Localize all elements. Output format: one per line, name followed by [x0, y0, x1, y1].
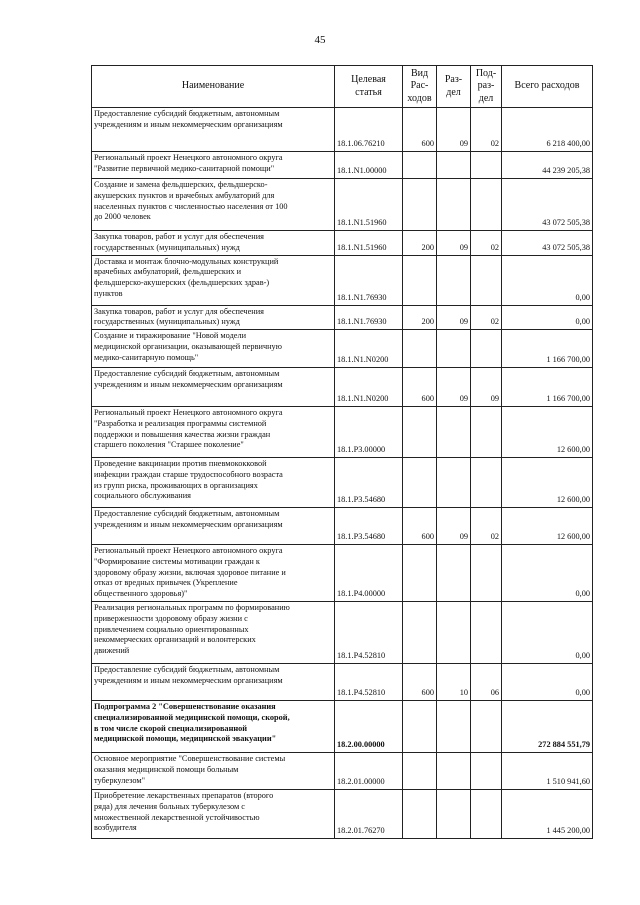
cell-target: 18.1.N1.00000: [335, 152, 403, 179]
cell-type: 600: [403, 368, 437, 407]
cell-type: [403, 255, 437, 305]
col-subsection-header: Под- раз- дел: [471, 66, 502, 108]
cell-total: 12 600,00: [502, 458, 593, 508]
table-row: [92, 790, 593, 839]
col-total-header: Всего расходов: [502, 66, 593, 108]
cell-subsection: [471, 545, 502, 602]
cell-section: [437, 602, 471, 664]
cell-subsection: [471, 790, 502, 839]
cell-section: 09: [437, 231, 471, 256]
cell-subsection: [471, 330, 502, 368]
cell-total: 0,00: [502, 305, 593, 330]
cell-total: 272 884 551,79: [502, 701, 593, 753]
table-row: [92, 508, 593, 545]
cell-name: Закупка товаров, работ и услуг для обеспечения государственных (муниципальных) нужд: [92, 231, 335, 256]
cell-type: [403, 545, 437, 602]
cell-target: 18.1.P3.00000: [335, 407, 403, 458]
cell-section: 09: [437, 305, 471, 330]
cell-name: Предоставление субсидий бюджетным, автономным учреждениям и иным некоммерческим организациям: [92, 368, 335, 407]
cell-section: [437, 701, 471, 753]
table-row: [92, 152, 593, 179]
cell-subsection: 02: [471, 108, 502, 152]
cell-name: Реализация региональных программ по формированию приверженности здоровому образу жизни с привлечением социально ориентированных некоммерческих организаций и волонтерских движений: [92, 602, 335, 664]
cell-target: 18.1.P4.00000: [335, 545, 403, 602]
cell-name: Создание и замена фельдшерских, фельдшерско- акушерских пунктов и врачебных амбулаторий для населенных пунктов с численностью населения от 100 до 2000 человек: [92, 179, 335, 231]
cell-name: Приобретение лекарственных препаратов (второго ряда) для лечения больных туберкулезом с множественной лекарственной устойчивостью возбудителя: [92, 790, 335, 839]
cell-type: [403, 790, 437, 839]
cell-name: Региональный проект Ненецкого автономного округа "Формирование системы мотивации граждан к здоровому образу жизни, включая здоровое питание и отказ от вредных привычек (Укрепление общественного здоровья)": [92, 545, 335, 602]
cell-name: Региональный проект Ненецкого автономного округа "Разработка и реализация программы системной поддержки и повышения качества жизни граждан старшего поколения "Старшее поколение": [92, 407, 335, 458]
table-row: [92, 108, 593, 152]
cell-type: [403, 701, 437, 753]
cell-subsection: 02: [471, 231, 502, 256]
cell-total: 12 600,00: [502, 407, 593, 458]
cell-total: 1 510 941,60: [502, 753, 593, 790]
cell-total: 1 166 700,00: [502, 330, 593, 368]
cell-section: [437, 330, 471, 368]
cell-subsection: [471, 753, 502, 790]
table-row: [92, 701, 593, 753]
cell-total: 1 166 700,00: [502, 368, 593, 407]
cell-section: 09: [437, 508, 471, 545]
cell-total: 12 600,00: [502, 508, 593, 545]
cell-subsection: [471, 255, 502, 305]
cell-subsection: [471, 602, 502, 664]
col-name-header: Наименование: [92, 66, 335, 108]
cell-section: [437, 753, 471, 790]
cell-target: 18.1.P3.54680: [335, 508, 403, 545]
cell-type: 200: [403, 305, 437, 330]
cell-subsection: [471, 407, 502, 458]
cell-section: [437, 790, 471, 839]
table-row: [92, 602, 593, 664]
cell-type: [403, 152, 437, 179]
cell-subsection: 02: [471, 508, 502, 545]
cell-name: Доставка и монтаж блочно-модульных конструкций врачебных амбулаторий, фельдшерских и фельдшерско-акушерских (фельдшерских здрав-) пунктов: [92, 255, 335, 305]
table-row: [92, 753, 593, 790]
budget-table: [91, 65, 593, 839]
cell-section: 09: [437, 368, 471, 407]
cell-section: [437, 545, 471, 602]
table-row: [92, 664, 593, 701]
cell-type: [403, 330, 437, 368]
table-row: [92, 255, 593, 305]
cell-total: 0,00: [502, 664, 593, 701]
cell-subsection: 02: [471, 305, 502, 330]
cell-name: Закупка товаров, работ и услуг для обеспечения государственных (муниципальных) нужд: [92, 305, 335, 330]
cell-target: 18.2.01.00000: [335, 753, 403, 790]
col-section-header: Раз- дел: [437, 66, 471, 108]
cell-section: 10: [437, 664, 471, 701]
cell-target: 18.1.N1.N0200: [335, 330, 403, 368]
col-target-header: Целевая статья: [335, 66, 403, 108]
cell-total: 44 239 205,38: [502, 152, 593, 179]
cell-target: 18.2.01.76270: [335, 790, 403, 839]
cell-type: [403, 407, 437, 458]
cell-target: 18.1.N1.51960: [335, 231, 403, 256]
cell-section: 09: [437, 108, 471, 152]
cell-type: 600: [403, 508, 437, 545]
cell-total: 0,00: [502, 255, 593, 305]
cell-section: [437, 407, 471, 458]
cell-name: Создание и тиражирование "Новой модели медицинской организации, оказывающей первичную медико-санитарную помощь": [92, 330, 335, 368]
cell-type: [403, 179, 437, 231]
cell-total: 43 072 505,38: [502, 231, 593, 256]
cell-target: 18.1.P3.54680: [335, 458, 403, 508]
table-row: [92, 368, 593, 407]
cell-target: 18.1.N1.76930: [335, 305, 403, 330]
table-row: [92, 407, 593, 458]
col-type-header: Вид Рас- ходов: [403, 66, 437, 108]
cell-section: [437, 152, 471, 179]
cell-name: Региональный проект Ненецкого автономного округа "Развитие первичной медико-санитарной помощи": [92, 152, 335, 179]
cell-type: [403, 753, 437, 790]
table-row: [92, 330, 593, 368]
cell-target: 18.1.N1.N0200: [335, 368, 403, 407]
table-row: [92, 458, 593, 508]
cell-type: 200: [403, 231, 437, 256]
cell-subsection: [471, 152, 502, 179]
cell-total: 43 072 505,38: [502, 179, 593, 231]
cell-name: Предоставление субсидий бюджетным, автономным учреждениям и иным некоммерческим организациям: [92, 508, 335, 545]
cell-target: 18.1.P4.52810: [335, 664, 403, 701]
cell-type: [403, 602, 437, 664]
cell-subsection: 06: [471, 664, 502, 701]
cell-name: Основное мероприятие "Совершенствование системы оказания медицинской помощи больным туберкулезом": [92, 753, 335, 790]
cell-target: 18.1.P4.52810: [335, 602, 403, 664]
cell-section: [437, 179, 471, 231]
cell-target: 18.1.N1.76930: [335, 255, 403, 305]
cell-target: 18.2.00.00000: [335, 701, 403, 753]
cell-type: 600: [403, 108, 437, 152]
cell-name: Предоставление субсидий бюджетным, автономным учреждениям и иным некоммерческим организациям: [92, 108, 335, 152]
cell-name: Предоставление субсидий бюджетным, автономным учреждениям и иным некоммерческим организациям: [92, 664, 335, 701]
cell-name: Проведение вакцинации против пневмококковой инфекции граждан старше трудоспособного возраста из групп риска, проживающих в организациях социального обслуживания: [92, 458, 335, 508]
table-row: [92, 545, 593, 602]
table-row: [92, 179, 593, 231]
cell-section: [437, 458, 471, 508]
cell-target: 18.1.N1.51960: [335, 179, 403, 231]
page-number: 45: [314, 34, 326, 46]
table-row: [92, 231, 593, 256]
header-row: [92, 66, 593, 108]
cell-total: 0,00: [502, 602, 593, 664]
cell-subsection: 09: [471, 368, 502, 407]
cell-total: 6 218 400,00: [502, 108, 593, 152]
cell-subsection: [471, 179, 502, 231]
table-row: [92, 305, 593, 330]
cell-total: 1 445 200,00: [502, 790, 593, 839]
cell-type: [403, 458, 437, 508]
cell-total: 0,00: [502, 545, 593, 602]
cell-type: 600: [403, 664, 437, 701]
cell-target: 18.1.06.76210: [335, 108, 403, 152]
cell-subsection: [471, 458, 502, 508]
cell-section: [437, 255, 471, 305]
cell-name: Подпрограмма 2 "Совершенствование оказания специализированной медицинской помощи, скорой, в том числе скорой специализированной медицинской помощи, медицинской эвакуации": [92, 701, 335, 753]
cell-subsection: [471, 701, 502, 753]
